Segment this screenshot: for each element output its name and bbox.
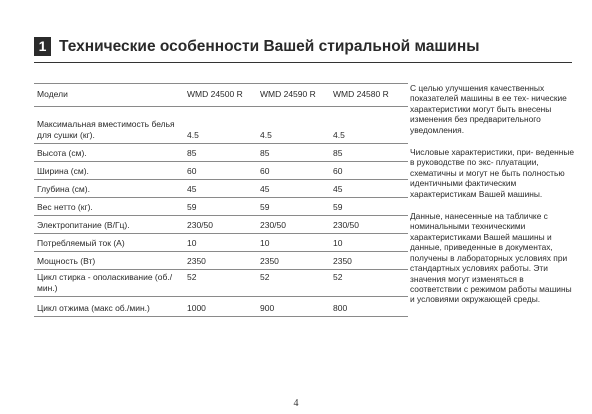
row-label: Электропитание (В/Гц). <box>37 220 130 230</box>
table-row <box>34 297 408 317</box>
row-label: Вес нетто (кг). <box>37 202 93 212</box>
row-value: 52 <box>187 272 197 282</box>
row-value: 10 <box>333 238 343 248</box>
row-label: Потребляемый ток (А) <box>37 238 125 248</box>
row-value: 230/50 <box>187 220 213 230</box>
row-label: Глубина (см). <box>37 184 90 194</box>
row-label: Мощность (Вт) <box>37 256 96 266</box>
row-label: Цикл отжима (макс об./мин.) <box>37 303 150 313</box>
row-value: 4.5 <box>333 130 345 140</box>
row-value: 59 <box>260 202 270 212</box>
specs-table <box>34 83 408 317</box>
header-model-2: WMD 24590 R <box>260 89 316 99</box>
table-row <box>34 270 408 297</box>
row-value: 2350 <box>260 256 279 266</box>
row-value: 4.5 <box>187 130 199 140</box>
row-label: Максимальная вместимость белья для сушки (кг). <box>37 119 175 140</box>
row-value: 85 <box>187 148 197 158</box>
row-label: Ширина (см). <box>37 166 89 176</box>
row-value: 2350 <box>333 256 352 266</box>
row-value: 2350 <box>187 256 206 266</box>
header-model-1: WMD 24500 R <box>187 89 243 99</box>
row-value: 45 <box>260 184 270 194</box>
header-model-3: WMD 24580 R <box>333 89 389 99</box>
table-row <box>34 107 408 144</box>
table-header-row <box>34 83 408 107</box>
note-paragraph: Числовые характеристики, при- веденные в руководстве по экс- плуатации, схематичны и могут не быть полностью идентичными фактическим характеристикам Вашей машины. <box>410 147 575 199</box>
table-row <box>34 180 408 198</box>
table-row <box>34 252 408 270</box>
page-number: 4 <box>293 398 299 409</box>
row-value: 1000 <box>187 303 206 313</box>
row-value: 85 <box>260 148 270 158</box>
row-value: 10 <box>260 238 270 248</box>
row-value: 45 <box>333 184 343 194</box>
table-row <box>34 198 408 216</box>
table-row <box>34 144 408 162</box>
row-label: Высота (см). <box>37 148 87 158</box>
notes-column <box>410 83 575 317</box>
row-value: 900 <box>260 303 275 313</box>
row-label: Цикл стирка - ополаскивание (об./мин.) <box>37 272 173 293</box>
row-value: 60 <box>260 166 270 176</box>
row-value: 60 <box>333 166 343 176</box>
row-value: 4.5 <box>260 130 272 140</box>
note-paragraph: Данные, нанесенные на табличке с номинальными техническими характеристиками Вашей машины и данные, приведенные в документах, получены в лабораторных условиях при стандартных условиях работы. Эти значения могут изменяться в соответствии с режимом работы машины и условиями окружающей среды. <box>410 211 572 305</box>
row-value: 52 <box>333 272 343 282</box>
row-value: 59 <box>187 202 197 212</box>
table-row <box>34 234 408 252</box>
section-title: Технические особенности Вашей стиральной машины <box>59 38 480 55</box>
row-value: 85 <box>333 148 343 158</box>
title-rule <box>34 62 572 63</box>
row-value: 59 <box>333 202 343 212</box>
row-value: 45 <box>187 184 197 194</box>
row-value: 10 <box>187 238 197 248</box>
section-number: 1 <box>34 37 51 56</box>
row-value: 52 <box>260 272 270 282</box>
header-label: Модели <box>37 89 68 99</box>
section-header <box>34 37 574 57</box>
row-value: 230/50 <box>260 220 286 230</box>
table-row <box>34 162 408 180</box>
row-value: 800 <box>333 303 348 313</box>
note-paragraph: С целью улучшения качественных показателей машины в ее тех- нические характеристики могут быть внесены изменения без предварительного уведомления. <box>410 83 567 135</box>
row-value: 230/50 <box>333 220 359 230</box>
table-row <box>34 216 408 234</box>
row-value: 60 <box>187 166 197 176</box>
